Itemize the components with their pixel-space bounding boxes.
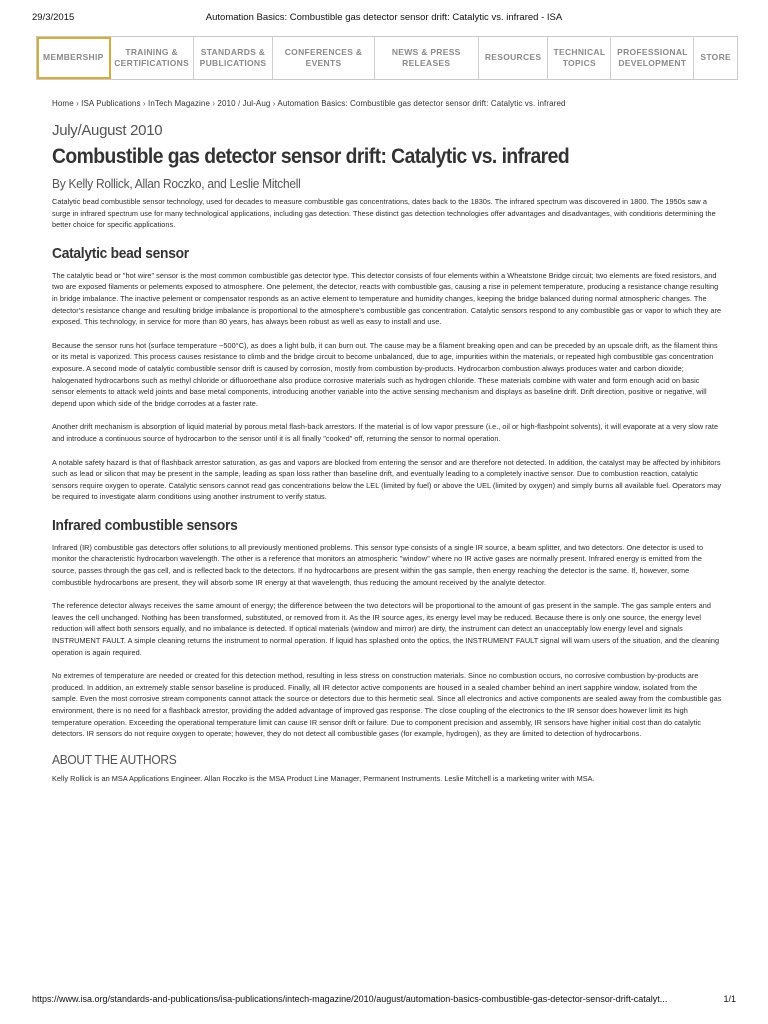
paragraph: No extremes of temperature are needed or created for this detection method, resulting in less stress on construction materials. Since no combustion occurs, no corrosive combustion by-products are produced. In addition, an extremely stable sensor baseline is produced. Finally, all IR detector active components are housed in a sealed chamber behind an inert sapphire window, isolated from the sample. Even the most corrosive stream components cannot attack the source or detectors due to this hermetic seal. Since all electronics and active components are sealed away from the combustible gas environment, there is no need for a flashback arrestor, providing the added advantage of improved gas response. The close coupling of the electronics to the IR sensor does however limit its high temperature operation. Exceeding the operational temperature limit can cause IR sensor drift or failure. Due to component precision and assembly, IR sensors have higher initial cost than do catalytic detectors. IR sensors do not require oxygen to operate; however, they do not detect all combustible gases (for example, hydrogen), as they are limited to detection of hydrocarbons. bbox=[52, 671, 722, 739]
breadcrumb-isa-publications[interactable]: ISA Publications bbox=[81, 99, 141, 108]
nav-technical-topics[interactable]: TECHNICAL TOPICS bbox=[548, 37, 611, 79]
print-page-number: 1/1 bbox=[723, 994, 736, 1004]
paragraph: Another drift mechanism is absorption of liquid material by porous metal flash-back arrestors. If the material is of low vapor pressure (i.e., oil or high-flashpoint solvents), it will evaporate at a very slow rate and introduce a continuous source of hydrocarbon to the sensor until it is all finally "cooked" off, returning the sensor to normal operation. bbox=[52, 422, 719, 443]
authors-heading: ABOUT THE AUTHORS bbox=[52, 751, 177, 767]
paragraph: A notable safety hazard is that of flashback arrestor saturation, as gas and vapors are blocked from entering the sensor and are therefore not detected. In addition, the catalyst may be affected by inhibitors such as lead or silicon that may be present in the sample, leading as span loss rather than baseline drift, and eventually leading to a completely inactive sensor. Due to combustion reaction, catalytic sensors require oxygen to operate. Catalytic sensors cannot read gas concentrations below the LEL (limited by fuel) or above the UEL (limited by oxygen) and simply burns all available fuel. Operators may be required to investigate alarm conditions using another instrument to verify status. bbox=[52, 457, 722, 502]
print-page-title: Automation Basics: Combustible gas detector sensor drift: Catalytic vs. infrared - ISA bbox=[205, 12, 563, 23]
article-byline: By Kelly Rollick, Allan Roczko, and Leslie Mitchell bbox=[52, 176, 301, 191]
nav-conferences-events[interactable]: CONFERENCES & EVENTS bbox=[273, 37, 374, 79]
breadcrumb-separator: › bbox=[76, 99, 82, 108]
main-nav bbox=[36, 36, 738, 80]
breadcrumb-year[interactable]: 2010 bbox=[217, 99, 236, 108]
breadcrumb-separator: › bbox=[272, 99, 278, 108]
breadcrumb-home[interactable]: Home bbox=[52, 99, 74, 108]
nav-professional-development[interactable]: PROFESSIONAL DEVELOPMENT bbox=[611, 37, 694, 79]
nav-news-press-releases[interactable]: NEWS & PRESS RELEASES bbox=[375, 37, 479, 79]
breadcrumb-separator: › bbox=[142, 99, 149, 108]
breadcrumb-current: Automation Basics: Combustible gas detector sensor drift: Catalytic vs. infrared bbox=[277, 99, 566, 108]
section-heading-infrared: Infrared combustible sensors bbox=[52, 516, 238, 534]
nav-resources[interactable]: RESOURCES bbox=[479, 37, 549, 79]
article-content bbox=[52, 122, 722, 796]
breadcrumb-separator: / bbox=[237, 99, 243, 108]
print-date: 29/3/2015 bbox=[32, 12, 75, 23]
paragraph: Infrared (IR) combustible gas detectors offer solutions to all previously mentioned problems. This sensor type consists of a single IR source, a beam splitter, and two detectors. One detector is used to monitor the characteristic hydrocarbon wavelength. The other is a reference that monitors an atmospheric "window" where no IR active gases are normally present. Infrared energy is emitted from the source, passes through the gas cell, and is reflected back to the detectors. If no hydrocarbons are present within the gas sample, then energy reaching the detector is the same. If, however, some combustible hydrocarbons are present, they will absorb some IR energy at that wavelength, thus reducing the amount received by the analyte detector. bbox=[52, 542, 704, 587]
paragraph: The reference detector always receives the same amount of energy; the difference between the two detectors will be proportional to the amount of gas present in the sample. The gas sample enters and leaves the cell unchanged. Nothing has been transformed, substituted, or removed from it. As the IR source ages, its energy level may be reduced. Because there is only one source, the energy level reduction will affect both sensors equally, and no imbalance is detected. If optical materials (window and mirror) are dirty, the instrument can detect an unacceptably low energy level and signals INSTRUMENT FAULT. A simple cleaning returns the instrument to normal operation. If liquid has splashed onto the optics, the INSTRUMENT FAULT signal will warn users of the situation, and the cleaning operation is again required. bbox=[52, 601, 720, 657]
breadcrumb-issue[interactable]: Jul-Aug bbox=[242, 99, 271, 108]
breadcrumb-separator: › bbox=[212, 99, 218, 108]
breadcrumb bbox=[52, 99, 566, 108]
nav-membership[interactable]: MEMBERSHIP bbox=[37, 37, 111, 79]
authors-text: Kelly Rollick is an MSA Applications Engineer. Allan Roczko is the MSA Product Line Manager, Permanent Instruments. Leslie Mitchell is a marketing writer with MSA. bbox=[52, 773, 595, 783]
article-intro: Catalytic bead combustible sensor technology, used for decades to measure combustible gas concentrations, dates back to the 1830s. The infrared spectrum was discovered in 1800. The 1950s saw a surge in infrared spectrum use for many technological applications, including gas detection. These distinct gas detection technologies offer advantages and disadvantages, with conditions determining the better choice for specific applications. bbox=[52, 197, 716, 230]
print-url: https://www.isa.org/standards-and-publications/isa-publications/intech-magazine/2010/august/automation-basics-combustible-gas-detector-sensor-drift-catalyt... bbox=[32, 994, 668, 1004]
nav-standards-publications[interactable]: STANDARDS & PUBLICATIONS bbox=[194, 37, 274, 79]
article-title: Combustible gas detector sensor drift: Catalytic vs. infrared bbox=[52, 145, 570, 168]
section-heading-catalytic: Catalytic bead sensor bbox=[52, 244, 189, 262]
paragraph: The catalytic bead or "hot wire" sensor is the most common combustible gas detector type. This detector consists of four elements within a Wheatstone Bridge circuit; two elements are fixed resistors, and two are exposed filaments or pelements exposed to atmosphere. One pelement, the detector, reacts with combustible gas, causing a rise in pelement temperature, producing a resistance change resulting in bridge imbalance. The inactive pelement or compensator responds as an active element to temperature and humidity changes, keeping the bridge balanced during normal atmospheric changes. The detector's resistance change and resulting bridge imbalance is proportional to the atmosphere's combustible gas concentration. Catalytic sensors respond to any combustible gas or vapor to which they are exposed. This technology, in service for more than 80 years, has always been robust as well as easy to install and use. bbox=[52, 270, 722, 327]
paragraph: Because the sensor runs hot (surface temperature ~500°C), as does a light bulb, it can burn out. The cause may be a filament breaking open and can be preceded by an upscale drift, as the filament thins or its metal is vaporized. This process causes resistance to climb and the bridge circuit to become unbalanced, due to age, impurities within the materials, or repeated high combustible gas concentration exposure. A second mode of catalytic combustible sensor drift is caused by corrosion, mostly from combustion by-products. Hydrocarbon combustion always produces water and carbon dioxide; halogenated hydrocarbons such as methyl chloride or difluoroethane also produce corrosive materials such as hydrogen chloride. These materials combine with water and form enough acid on basic sensor elements to attack weld joints and base metal components, introducing another variable into the active sensing mechanism and displays as baseline drift. Drift direction, positive or negative, will depend upon which side of the bridge corrodes at a faster rate. bbox=[52, 340, 718, 408]
nav-store[interactable]: STORE bbox=[700, 52, 731, 63]
nav-training-certifications[interactable]: TRAINING & CERTIFICATIONS bbox=[111, 37, 194, 79]
breadcrumb-intech-magazine[interactable]: InTech Magazine bbox=[148, 99, 210, 108]
issue-date: July/August 2010 bbox=[52, 122, 163, 139]
